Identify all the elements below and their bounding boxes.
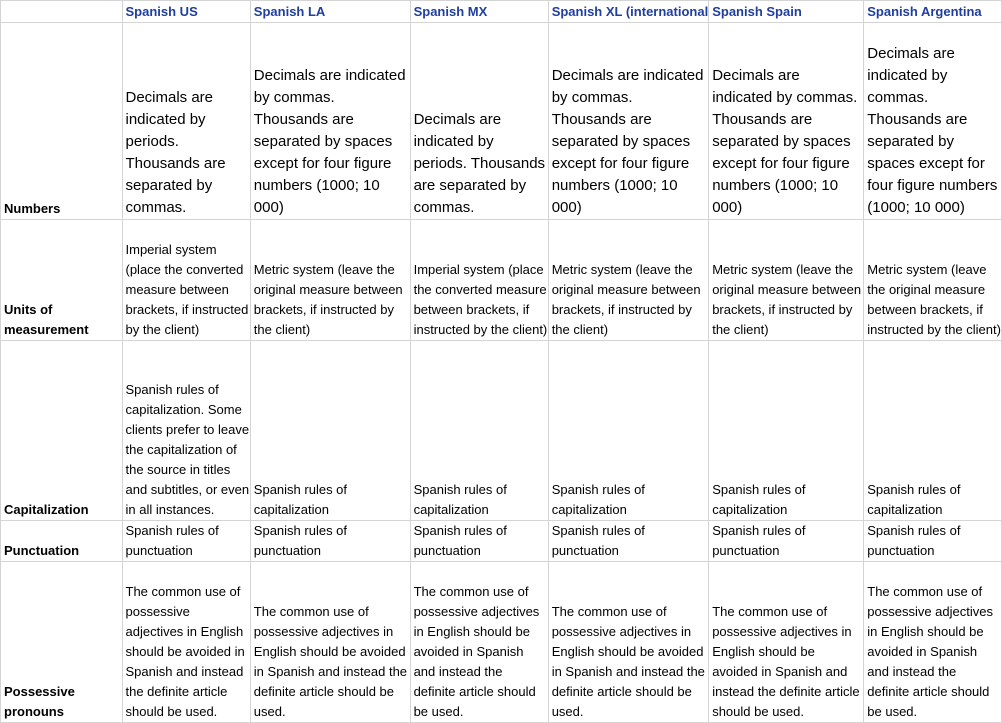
table-cell[interactable]: Spanish rules of punctuation [864, 521, 1002, 562]
table-cell[interactable]: Spanish rules of punctuation [548, 521, 709, 562]
table-cell[interactable]: Spanish rules of capitalization [250, 341, 410, 521]
row-label[interactable]: Units of measurement [1, 220, 123, 341]
table-cell[interactable]: Spanish rules of punctuation [122, 521, 250, 562]
table-cell[interactable]: Decimals are indicated by periods. Thousands are separated by commas. [410, 23, 548, 220]
header-cell-spanish-la[interactable]: Spanish LA [250, 1, 410, 23]
table-cell[interactable]: Spanish rules of capitalization [548, 341, 709, 521]
table-cell[interactable]: Metric system (leave the original measure between brackets, if instructed by the client) [709, 220, 864, 341]
table-cell[interactable]: Spanish rules of punctuation [709, 521, 864, 562]
table-cell[interactable]: Metric system (leave the original measure between brackets, if instructed by the client) [864, 220, 1002, 341]
table-row-capitalization [1, 341, 1002, 521]
header-row [1, 1, 1002, 23]
table-cell[interactable]: Imperial system (place the converted measure between brackets, if instructed by the client) [122, 220, 250, 341]
table-cell[interactable]: The common use of possessive adjectives in English should be avoided in Spanish and instead the definite article should be used. [410, 562, 548, 723]
table-cell[interactable]: Decimals are indicated by commas. Thousands are separated by spaces except for four figure numbers (1000; 10 000) [864, 23, 1002, 220]
row-label[interactable]: Punctuation [1, 521, 123, 562]
header-cell-spanish-argentina[interactable]: Spanish Argentina [864, 1, 1002, 23]
table-row-numbers [1, 23, 1002, 220]
table-row-punctuation [1, 521, 1002, 562]
table-cell[interactable]: Spanish rules of capitalization. Some clients prefer to leave the capitalization of the source in titles and subtitles, or even in all instances. [122, 341, 250, 521]
header-cell-spanish-spain[interactable]: Spanish Spain [709, 1, 864, 23]
table-row-units [1, 220, 1002, 341]
table-cell[interactable]: Decimals are indicated by commas. Thousands are separated by spaces except for four figure numbers (1000; 10 000) [250, 23, 410, 220]
table-row-possessive [1, 562, 1002, 723]
table-cell[interactable]: Spanish rules of punctuation [250, 521, 410, 562]
table-cell[interactable]: The common use of possessive adjectives in English should be avoided in Spanish and instead the definite article should be used. [548, 562, 709, 723]
header-cell[interactable] [1, 1, 123, 23]
header-cell-spanish-mx[interactable]: Spanish MX [410, 1, 548, 23]
table-cell[interactable]: Spanish rules of capitalization [410, 341, 548, 521]
table-cell[interactable]: The common use of possessive adjectives in English should be avoided in Spanish and instead the definite article should be used. [709, 562, 864, 723]
row-label[interactable]: Capitalization [1, 341, 123, 521]
table-cell[interactable]: Decimals are indicated by periods. Thousands are separated by commas. [122, 23, 250, 220]
table-cell[interactable]: Imperial system (place the converted measure between brackets, if instructed by the client) [410, 220, 548, 341]
table-cell[interactable]: Decimals are indicated by commas. Thousands are separated by spaces except for four figure numbers (1000; 10 000) [709, 23, 864, 220]
table-cell[interactable]: Spanish rules of punctuation [410, 521, 548, 562]
table-cell[interactable]: Spanish rules of capitalization [864, 341, 1002, 521]
table-cell[interactable]: Metric system (leave the original measure between brackets, if instructed by the client) [548, 220, 709, 341]
header-cell-spanish-xl[interactable]: Spanish XL (international [548, 1, 709, 23]
table-cell[interactable]: Spanish rules of capitalization [709, 341, 864, 521]
row-label[interactable]: Possessive pronouns [1, 562, 123, 723]
table-cell[interactable]: Decimals are indicated by commas. Thousands are separated by spaces except for four figure numbers (1000; 10 000) [548, 23, 709, 220]
table-cell[interactable]: The common use of possessive adjectives in English should be avoided in Spanish and instead the definite article should be used. [122, 562, 250, 723]
header-cell-spanish-us[interactable]: Spanish US [122, 1, 250, 23]
row-label[interactable]: Numbers [1, 23, 123, 220]
table-cell[interactable]: The common use of possessive adjectives in English should be avoided in Spanish and instead the definite article should be used. [250, 562, 410, 723]
table-cell[interactable]: The common use of possessive adjectives in English should be avoided in Spanish and instead the definite article should be used. [864, 562, 1002, 723]
table-cell[interactable]: Metric system (leave the original measure between brackets, if instructed by the client) [250, 220, 410, 341]
